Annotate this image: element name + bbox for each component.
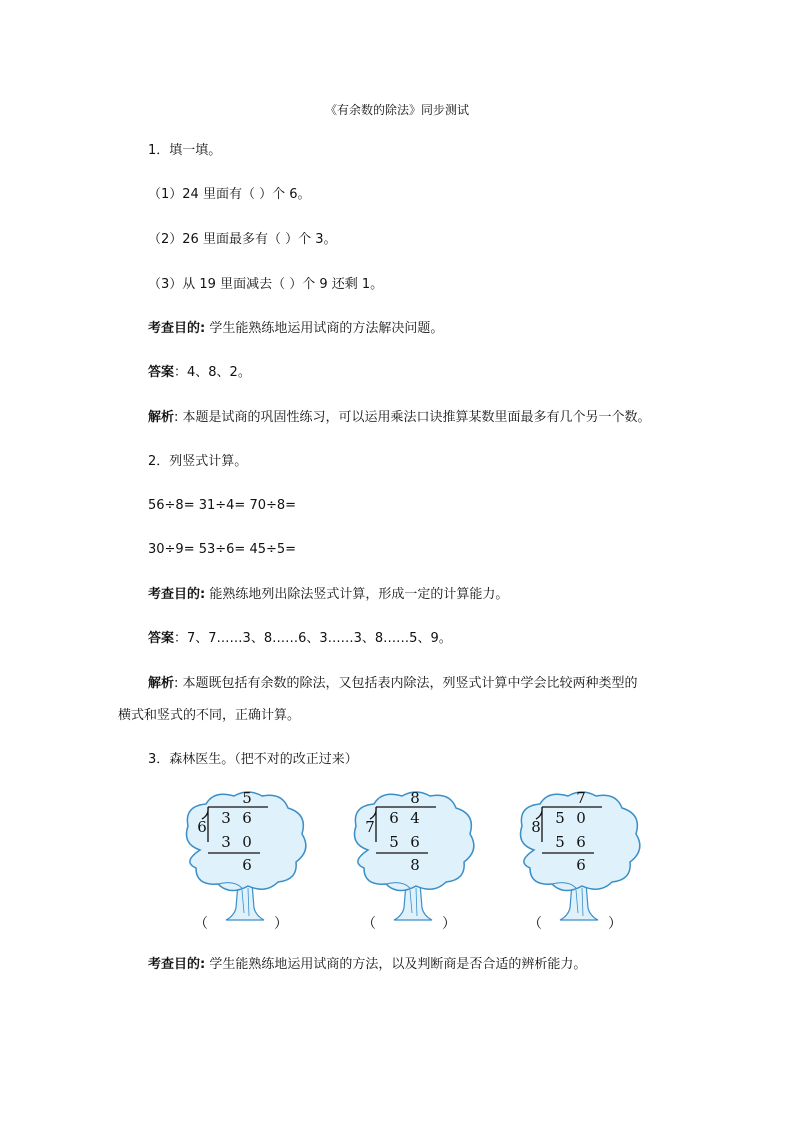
analysis-label: 解析 xyxy=(148,410,175,425)
product-digit: 3 xyxy=(221,833,231,851)
dividend-digit: 3 xyxy=(221,809,231,827)
q3-heading: 3．森林医生。（把不对的改正过来） xyxy=(148,752,358,767)
purpose-label: 考查目的: xyxy=(148,321,206,336)
dividend-digit: 0 xyxy=(576,809,586,827)
answer-label: 答案 xyxy=(148,631,175,646)
purpose-text: 学生能熟练地运用试商的方法解决问题。 xyxy=(205,321,444,336)
q1-item-3: （3）从 19 里面减去（ ）个 9 还剩 1。 xyxy=(148,277,384,292)
answer-text: ：4、8、2。 xyxy=(174,365,251,380)
divisor-digit: 6 xyxy=(197,818,207,836)
division-tree-2 xyxy=(346,788,480,936)
analysis-text: : 本题是试商的巩固性练习，可以运用乘法口诀推算某数里面最多有几个另一个数。 xyxy=(174,410,651,425)
q2-analysis xyxy=(148,675,638,693)
answer-label: 答案 xyxy=(148,365,175,380)
remainder-digit: 6 xyxy=(576,856,586,874)
answer-paren-close: ） xyxy=(608,916,622,932)
remainder-digit: 8 xyxy=(410,856,420,874)
q1-item-1: （1）24 里面有（ ）个 6。 xyxy=(148,187,311,202)
purpose-label: 考查目的: xyxy=(148,587,206,602)
q2-purpose xyxy=(148,586,508,604)
purpose-text: 学生能熟练地运用试商的方法，以及判断商是否合适的辨析能力。 xyxy=(205,957,587,972)
q2-row-2: 30÷9= 53÷6= 45÷5= xyxy=(148,542,297,557)
page-title: 《有余数的除法》同步测试 xyxy=(324,103,469,117)
analysis-label: 解析 xyxy=(148,676,175,691)
product-digit: 5 xyxy=(555,833,565,851)
answer-text: ：7、7……3、8……6、3……3、8……5、9。 xyxy=(174,631,452,646)
division-tree-1 xyxy=(178,788,312,936)
q1-purpose xyxy=(148,320,443,338)
product-digit: 6 xyxy=(576,833,586,851)
answer-paren-open: （ xyxy=(362,916,376,932)
division-tree-3 xyxy=(512,788,646,936)
quotient-digit: 8 xyxy=(410,789,420,807)
q2-analysis-cont: 横式和竖式的不同，正确计算。 xyxy=(118,708,301,723)
answer-paren-open: （ xyxy=(528,916,542,932)
divisor-digit: 8 xyxy=(531,818,541,836)
q2-row-1: 56÷8= 31÷4= 70÷8= xyxy=(148,498,297,513)
analysis-text: : 本题既包括有余数的除法，又包括表内除法，列竖式计算中学会比较两种类型的 xyxy=(174,676,638,691)
product-digit: 0 xyxy=(242,833,252,851)
product-digit: 5 xyxy=(389,833,399,851)
answer-paren-close: ） xyxy=(274,916,288,932)
dividend-digit: 6 xyxy=(242,809,252,827)
answer-paren-close: ） xyxy=(442,916,456,932)
purpose-text: 能熟练地列出除法竖式计算，形成一定的计算能力。 xyxy=(205,587,509,602)
q3-purpose xyxy=(148,956,586,974)
tree-illustrations xyxy=(178,788,648,936)
remainder-digit: 6 xyxy=(242,856,252,874)
answer-paren-open: （ xyxy=(194,916,208,932)
q1-heading: 1．填一填。 xyxy=(148,143,222,158)
quotient-digit: 5 xyxy=(242,789,252,807)
divisor-digit: 7 xyxy=(365,818,375,836)
q2-answer xyxy=(148,630,452,648)
q2-heading: 2．列竖式计算。 xyxy=(148,454,248,469)
dividend-digit: 6 xyxy=(389,809,399,827)
dividend-digit: 4 xyxy=(410,809,420,827)
q1-item-2: （2）26 里面最多有（ ）个 3。 xyxy=(148,232,337,247)
purpose-label: 考查目的: xyxy=(148,957,206,972)
q1-analysis xyxy=(148,409,651,427)
q1-answer xyxy=(148,364,251,382)
product-digit: 6 xyxy=(410,833,420,851)
quotient-digit: 7 xyxy=(576,789,586,807)
dividend-digit: 5 xyxy=(555,809,565,827)
